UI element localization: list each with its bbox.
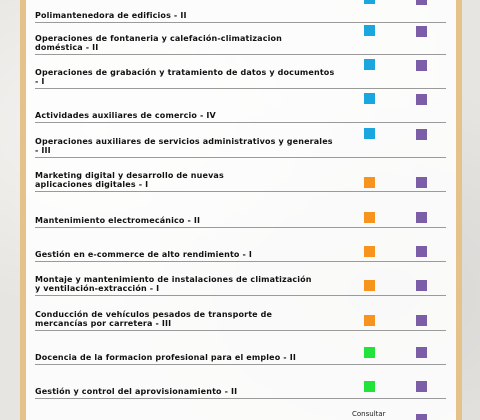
course-row bbox=[0, 365, 480, 399]
info-marker bbox=[416, 60, 427, 71]
course-row bbox=[0, 228, 480, 262]
course-row bbox=[0, 89, 480, 123]
category-marker bbox=[364, 59, 375, 70]
row-divider bbox=[35, 295, 446, 296]
course-title: Conducción de vehículos pesados de transporte de mercancías por carretera - III bbox=[35, 310, 273, 328]
info-marker bbox=[416, 347, 427, 358]
course-title: Gestión en e-commerce de alto rendimiento - I bbox=[35, 249, 253, 259]
course-row bbox=[0, 21, 480, 55]
course-row bbox=[0, 158, 480, 192]
course-row bbox=[0, 55, 480, 89]
info-marker bbox=[416, 212, 427, 223]
category-marker bbox=[364, 93, 375, 104]
info-marker bbox=[416, 94, 427, 105]
course-row bbox=[0, 331, 480, 365]
course-title: Mantenimiento electromecánico - II bbox=[35, 215, 201, 225]
category-marker bbox=[364, 212, 375, 223]
category-marker bbox=[364, 246, 375, 257]
category-marker bbox=[364, 315, 375, 326]
course-title: Operaciones auxiliares de servicios administrativos y generales - III bbox=[35, 137, 333, 155]
row-divider bbox=[35, 398, 446, 399]
course-row bbox=[0, 0, 480, 23]
category-marker bbox=[364, 0, 375, 4]
info-marker bbox=[416, 315, 427, 326]
category-marker bbox=[364, 381, 375, 392]
course-row bbox=[0, 297, 480, 331]
course-row bbox=[0, 124, 480, 158]
course-title: Montaje y mantenimiento de instalaciones de climatización y ventilación-extracción - I bbox=[35, 275, 312, 293]
course-title: Actividades auxiliares de comercio - IV bbox=[35, 110, 216, 120]
info-marker bbox=[416, 129, 427, 140]
info-marker bbox=[416, 381, 427, 392]
course-title: Polimantenedora de edificios - II bbox=[35, 10, 187, 20]
course-title: Marketing digital y desarrollo de nuevas aplicaciones digitales - I bbox=[35, 171, 224, 189]
course-title: Docencia de la formacion profesional para el empleo - II bbox=[35, 352, 296, 362]
category-marker bbox=[364, 177, 375, 188]
course-row bbox=[0, 194, 480, 228]
category-marker bbox=[364, 347, 375, 358]
course-title: Operaciones de grabación y tratamiento de datos y documentos - I bbox=[35, 68, 335, 86]
course-row bbox=[0, 262, 480, 296]
info-marker bbox=[416, 26, 427, 37]
info-marker bbox=[416, 246, 427, 257]
course-title: Operaciones de fontaneria y calefación-climatizacion doméstica - II bbox=[35, 34, 283, 52]
course-title: Gestión y control del aprovisionamiento - II bbox=[35, 386, 238, 396]
row-divider bbox=[35, 191, 446, 192]
info-marker bbox=[416, 280, 427, 291]
row-divider bbox=[35, 122, 446, 123]
info-marker bbox=[416, 177, 427, 188]
info-marker bbox=[416, 414, 427, 420]
category-marker bbox=[364, 25, 375, 36]
consult-link[interactable]: Consultar bbox=[352, 410, 386, 418]
category-marker bbox=[364, 280, 375, 291]
category-marker bbox=[364, 128, 375, 139]
info-marker bbox=[416, 0, 427, 5]
